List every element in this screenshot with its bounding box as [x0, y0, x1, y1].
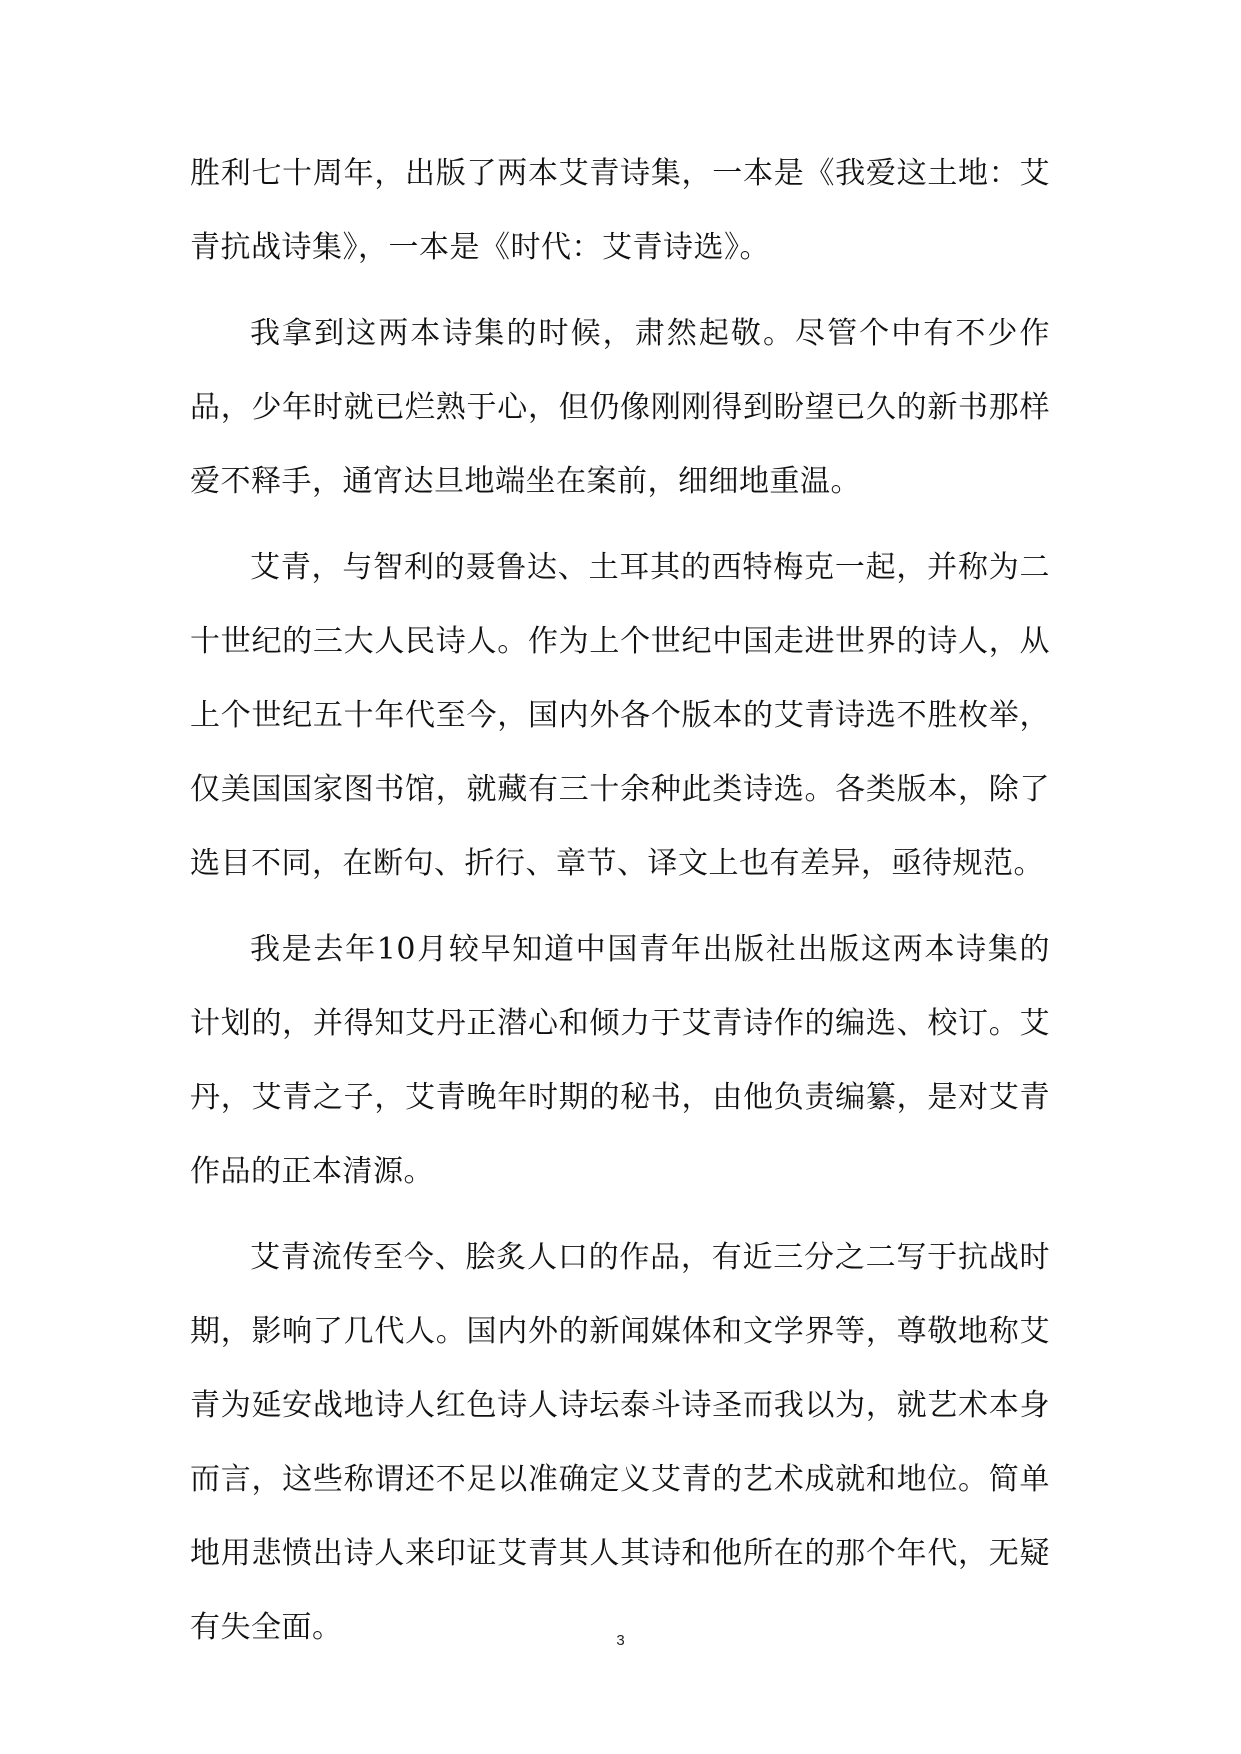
paragraph: 艾青，与智利的聂鲁达、土耳其的西特梅克一起，并称为二十世纪的三大人民诗人。作为上个世纪中国走进世界的诗人，从上个世纪五十年代至今，国内外各个版本的艾青诗选不胜枚举，仅美国国家图书馆，就藏有三十余种此类诗选。各类版本，除了选目不同，在断句、折行、章节、译文上也有差异，亟待规范。	[190, 550, 1050, 881]
paragraph: 艾青流传至今、脍炙人口的作品，有近三分之二写于抗战时期，影响了几代人。国内外的新闻媒体和文学界等，尊敬地称艾青为延安战地诗人红色诗人诗坛泰斗诗圣而我以为，就艺术本身而言，这些称谓还不足以准确定义艾青的艺术成就和地位。简单地用悲愤出诗人来印证艾青其人其诗和他所在的那个年代，无疑有失全面。	[190, 1240, 1050, 1645]
page-number: 3	[616, 1632, 625, 1649]
paragraph: 我拿到这两本诗集的时候，肃然起敬。尽管个中有不少作品，少年时就已烂熟于心，但仍像刚刚得到盼望已久的新书那样爱不释手，通宵达旦地端坐在案前，细细地重温。	[190, 316, 1050, 499]
paragraph: 我是去年10月较早知道中国青年出版社出版这两本诗集的计划的，并得知艾丹正潜心和倾力于艾青诗作的编选、校订。艾丹，艾青之子，艾青晚年时期的秘书，由他负责编纂，是对艾青作品的正本清源。	[190, 932, 1050, 1189]
paragraph-continuation: 胜利七十周年，出版了两本艾青诗集，一本是《我爱这土地：艾青抗战诗集》，一本是《时代：艾青诗选》。	[190, 156, 1050, 265]
document-body	[190, 137, 1050, 1677]
